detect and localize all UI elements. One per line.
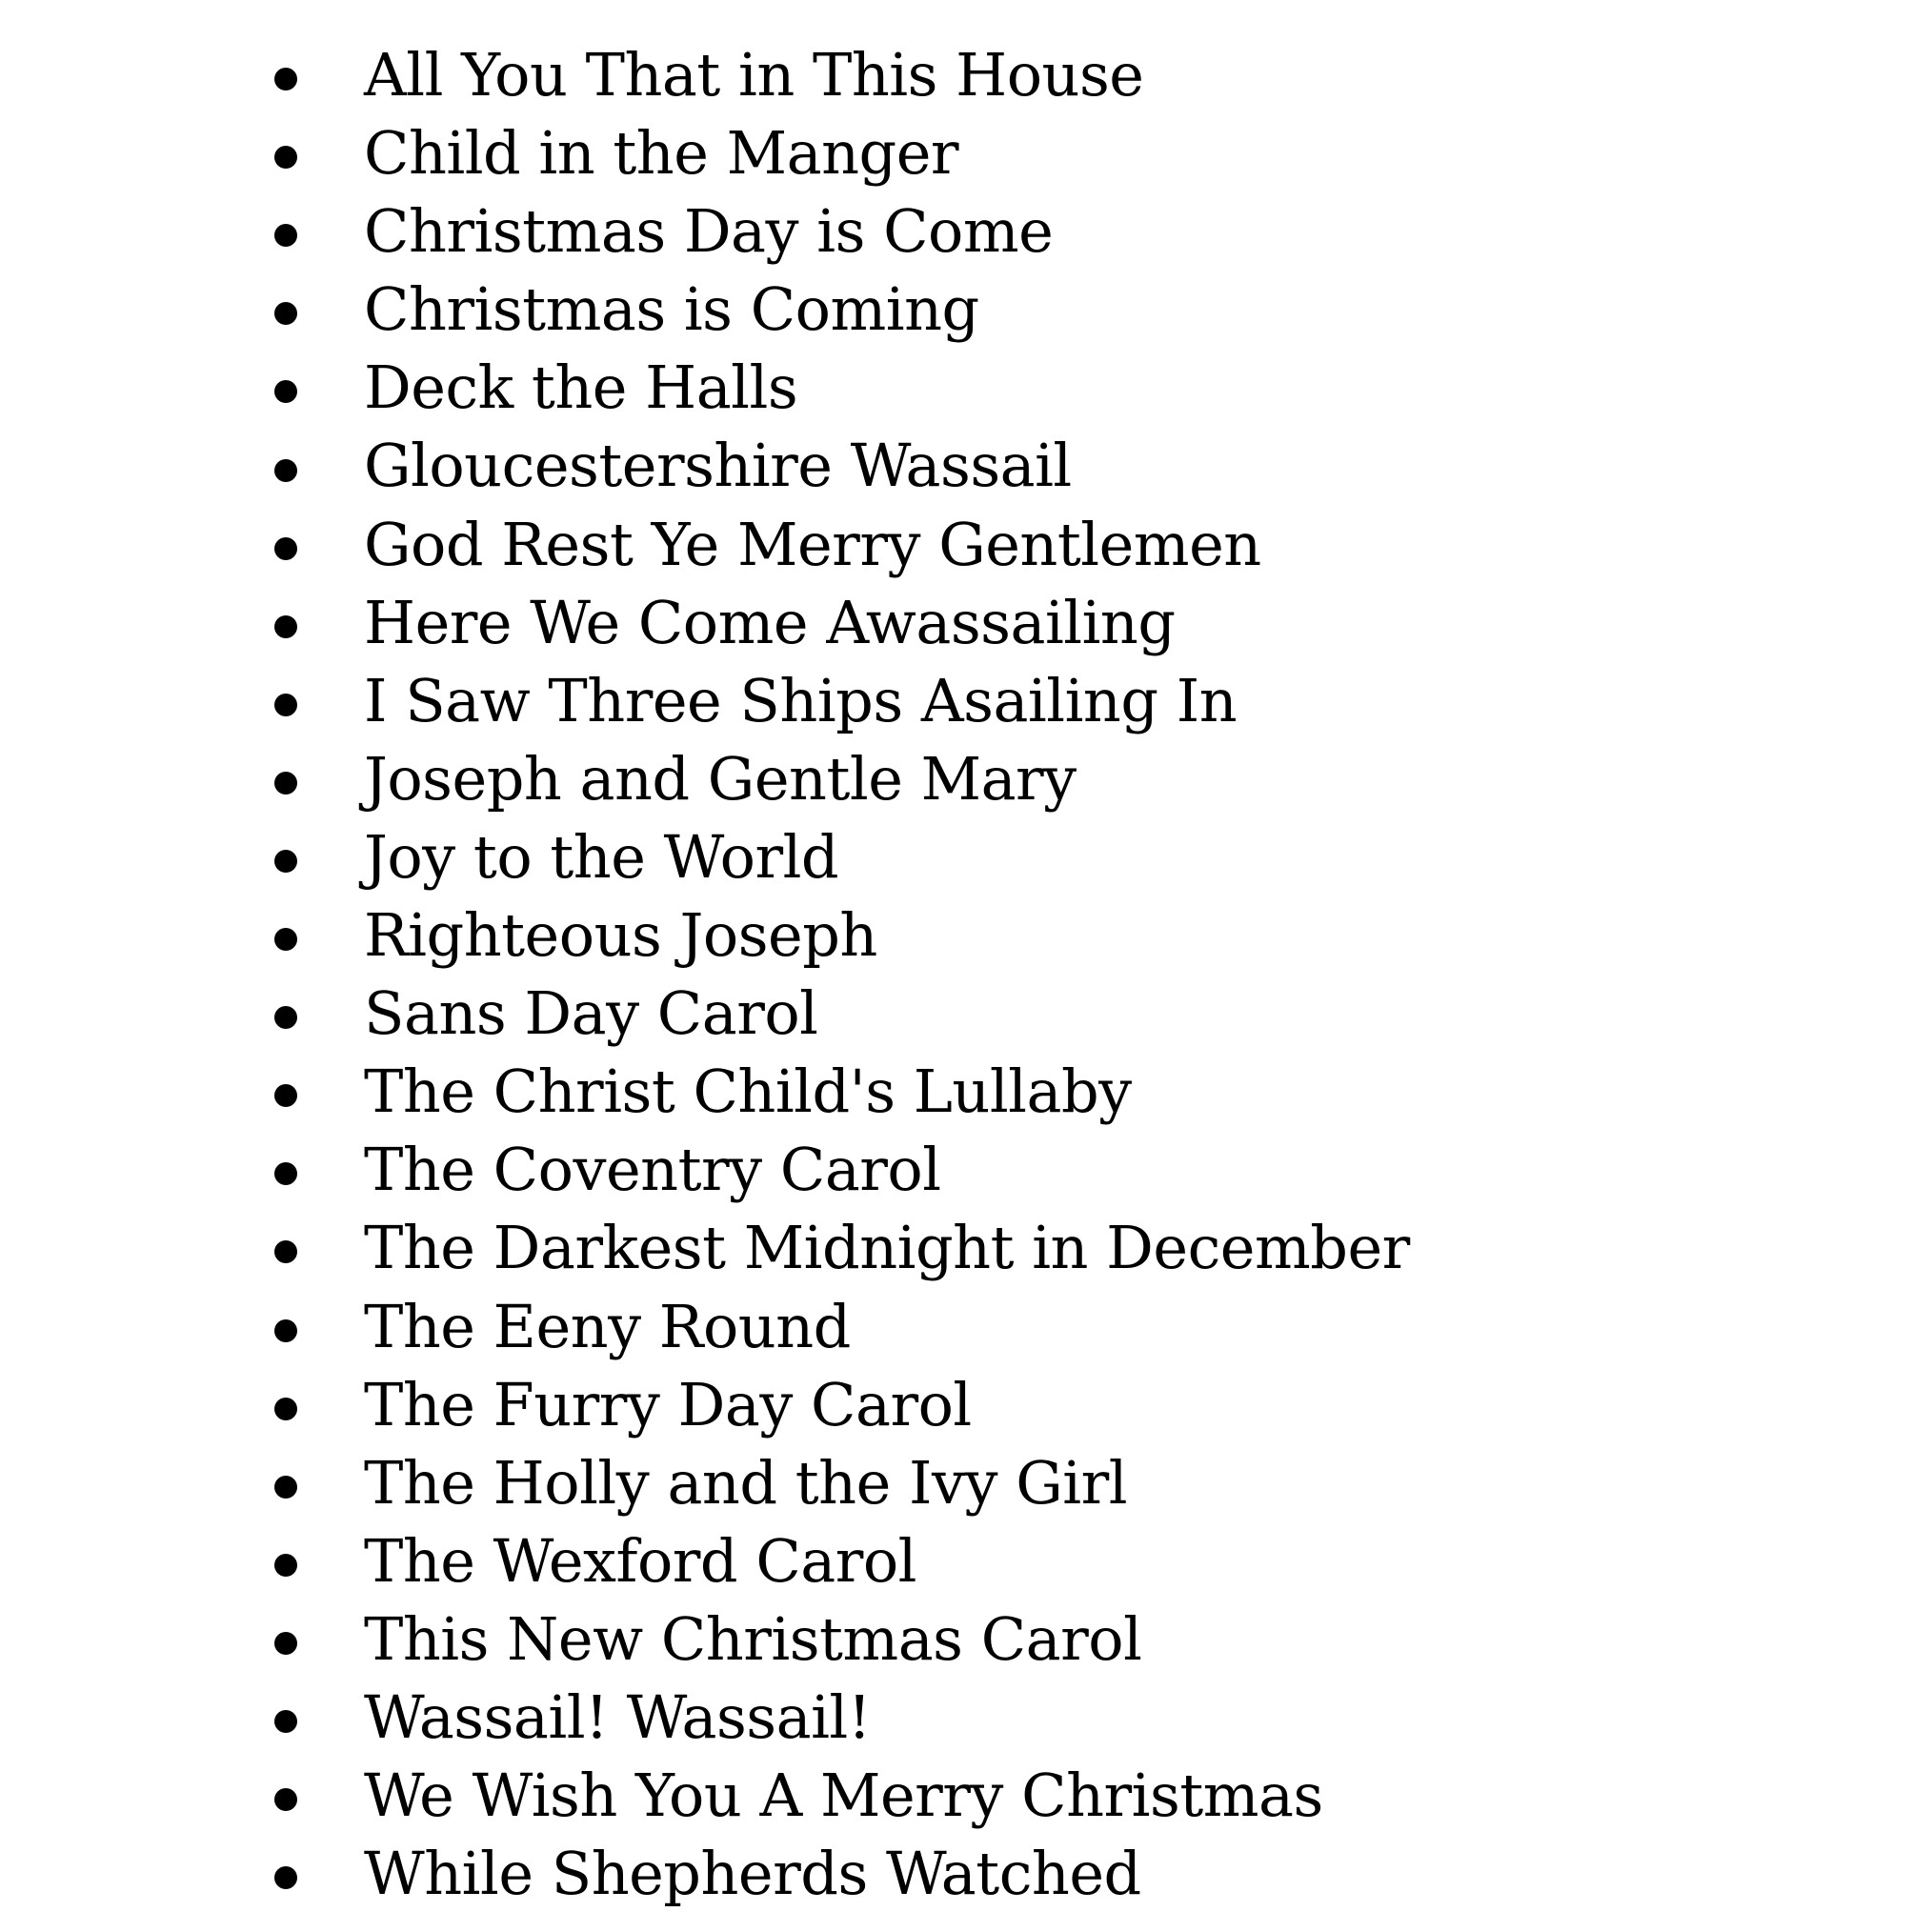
- list-item-text: This New Christmas Carol: [364, 1603, 1142, 1674]
- list-item-text: Child in the Manger: [364, 118, 959, 189]
- list-item: [267, 349, 1886, 427]
- list-item: [267, 114, 1886, 192]
- list-item-text: We Wish You A Merry Christmas: [364, 1761, 1323, 1831]
- list-item: [267, 271, 1886, 349]
- list-item-text: Christmas Day is Come: [364, 196, 1054, 267]
- bullet-icon: [274, 380, 297, 403]
- bullet-icon: [274, 1866, 297, 1889]
- list-item: [267, 1522, 1886, 1600]
- list-item-text: All You That in This House: [364, 40, 1144, 110]
- list-item-text: I Saw Three Ships Asailing In: [364, 665, 1238, 735]
- bullet-icon: [274, 1476, 297, 1499]
- list-item: [267, 818, 1886, 896]
- bullet-icon: [274, 928, 297, 951]
- bullet-icon: [274, 772, 297, 795]
- list-item-text: The Christ Child's Lullaby: [364, 1057, 1132, 1127]
- list-item: [267, 192, 1886, 271]
- bullet-icon: [274, 1240, 297, 1263]
- list-item-text: Deck the Halls: [364, 352, 798, 423]
- list-item-text: The Darkest Midnight in December: [364, 1213, 1410, 1283]
- list-item: [267, 1131, 1886, 1209]
- list-item: [267, 1835, 1886, 1913]
- bullet-icon: [274, 302, 297, 325]
- bullet-icon: [274, 459, 297, 482]
- list-item: [267, 1679, 1886, 1757]
- bullet-icon: [274, 694, 297, 716]
- list-item: [267, 1600, 1886, 1679]
- bullet-icon: [274, 1162, 297, 1185]
- bullet-icon: [274, 1398, 297, 1420]
- bullet-icon: [274, 1006, 297, 1029]
- list-item: [267, 36, 1886, 114]
- list-item-text: While Shepherds Watched: [364, 1839, 1141, 1909]
- list-item: [267, 1053, 1886, 1131]
- list-item-text: Sans Day Carol: [364, 978, 818, 1049]
- list-item: [267, 427, 1886, 505]
- bullet-icon: [274, 1319, 297, 1342]
- list-item-text: Christmas is Coming: [364, 274, 979, 345]
- list-item: [267, 1288, 1886, 1366]
- list-item: [267, 975, 1886, 1053]
- list-item: [267, 896, 1886, 975]
- list-item: [267, 740, 1886, 818]
- list-item-text: The Coventry Carol: [364, 1135, 941, 1205]
- list-item: [267, 1209, 1886, 1287]
- list-item: [267, 506, 1886, 584]
- bullet-icon: [274, 615, 297, 638]
- list-item-text: The Wexford Carol: [364, 1525, 917, 1596]
- list-item-text: Joseph and Gentle Mary: [364, 743, 1077, 814]
- bullet-icon: [274, 224, 297, 247]
- bullet-icon: [274, 537, 297, 560]
- bullet-icon: [274, 1788, 297, 1811]
- list-item-text: Here We Come Awassailing: [364, 587, 1176, 657]
- list-item-text: The Holly and the Ivy Girl: [364, 1447, 1128, 1518]
- list-item-text: God Rest Ye Merry Gentlemen: [364, 509, 1261, 579]
- carol-list: [267, 36, 1886, 1913]
- list-item-text: The Furry Day Carol: [364, 1369, 972, 1439]
- bullet-icon: [274, 1710, 297, 1733]
- bullet-icon: [274, 1084, 297, 1107]
- bullet-icon: [274, 1554, 297, 1577]
- bullet-icon: [274, 850, 297, 873]
- bullet-icon: [274, 68, 297, 91]
- list-item-text: The Eeny Round: [364, 1291, 851, 1361]
- list-item-text: Righteous Joseph: [364, 900, 877, 971]
- list-item-text: Wassail! Wassail!: [364, 1681, 872, 1752]
- bullet-icon: [274, 1632, 297, 1655]
- list-item: [267, 662, 1886, 740]
- list-item-text: Joy to the World: [364, 821, 839, 892]
- list-item: [267, 584, 1886, 662]
- list-item: [267, 1757, 1886, 1835]
- bullet-icon: [274, 146, 297, 169]
- list-item: [267, 1444, 1886, 1522]
- list-item-text: Gloucestershire Wassail: [364, 431, 1072, 501]
- list-item: [267, 1366, 1886, 1444]
